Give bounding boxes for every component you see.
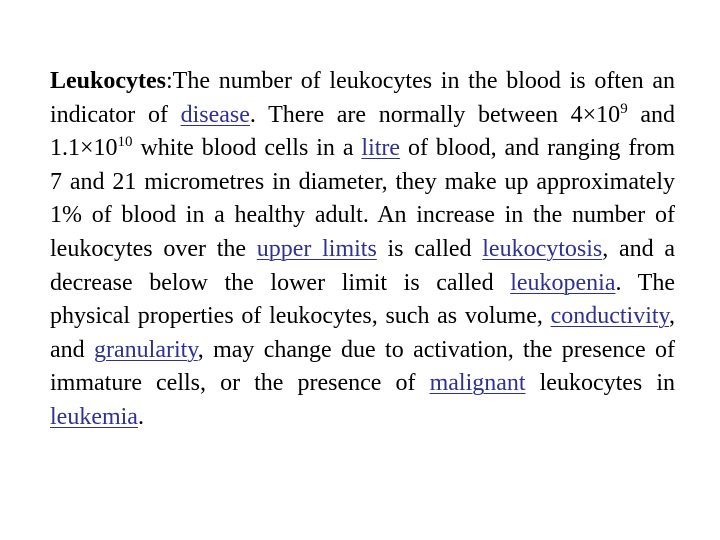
term-leukocytes: Leukocytes [50, 68, 166, 94]
paragraph-text: is called [376, 235, 483, 262]
paragraph-text: white blood cells in a [132, 135, 362, 162]
link-conductivity[interactable]: conductivity [550, 303, 669, 330]
leukocytes-paragraph [50, 65, 675, 435]
link-disease[interactable]: disease [180, 101, 250, 128]
link-leukocytosis[interactable]: leukocytosis [482, 235, 603, 262]
exponent-10: 10 [117, 134, 133, 151]
paragraph-text: , may change due to activation, the presence of immature cells, or the presence of [50, 336, 675, 397]
link-leukemia[interactable]: leukemia [50, 403, 138, 430]
paragraph-text: :The number of leukocytes in the blood is often an indicator of [50, 68, 675, 128]
paragraph-text: . [137, 403, 144, 430]
paragraph-text: . The physical properties of leukocytes, such as volume, [50, 269, 675, 330]
paragraph-text: , and a decrease below the lower limit is called [50, 235, 675, 296]
link-leukopenia[interactable]: leukopenia [510, 269, 616, 296]
paragraph-text: , and [50, 303, 675, 363]
exponent-9: 9 [620, 100, 628, 117]
link-granularity[interactable]: granularity [94, 336, 198, 363]
paragraph-text: leukocytes in [525, 370, 675, 397]
link-upper-limits[interactable]: upper limits [256, 235, 377, 262]
link-malignant[interactable]: malignant [429, 370, 526, 397]
paragraph-text: . There are normally between 4×10 [249, 101, 621, 128]
paragraph-text: and 1.1×10 [50, 101, 675, 162]
link-litre[interactable]: litre [361, 135, 401, 162]
paragraph-text: of blood, and ranging from 7 and 21 micrometres in diameter, they make up approximately 1% of blood in a healthy adult. An increase in the number of leukocytes over the [50, 135, 676, 262]
